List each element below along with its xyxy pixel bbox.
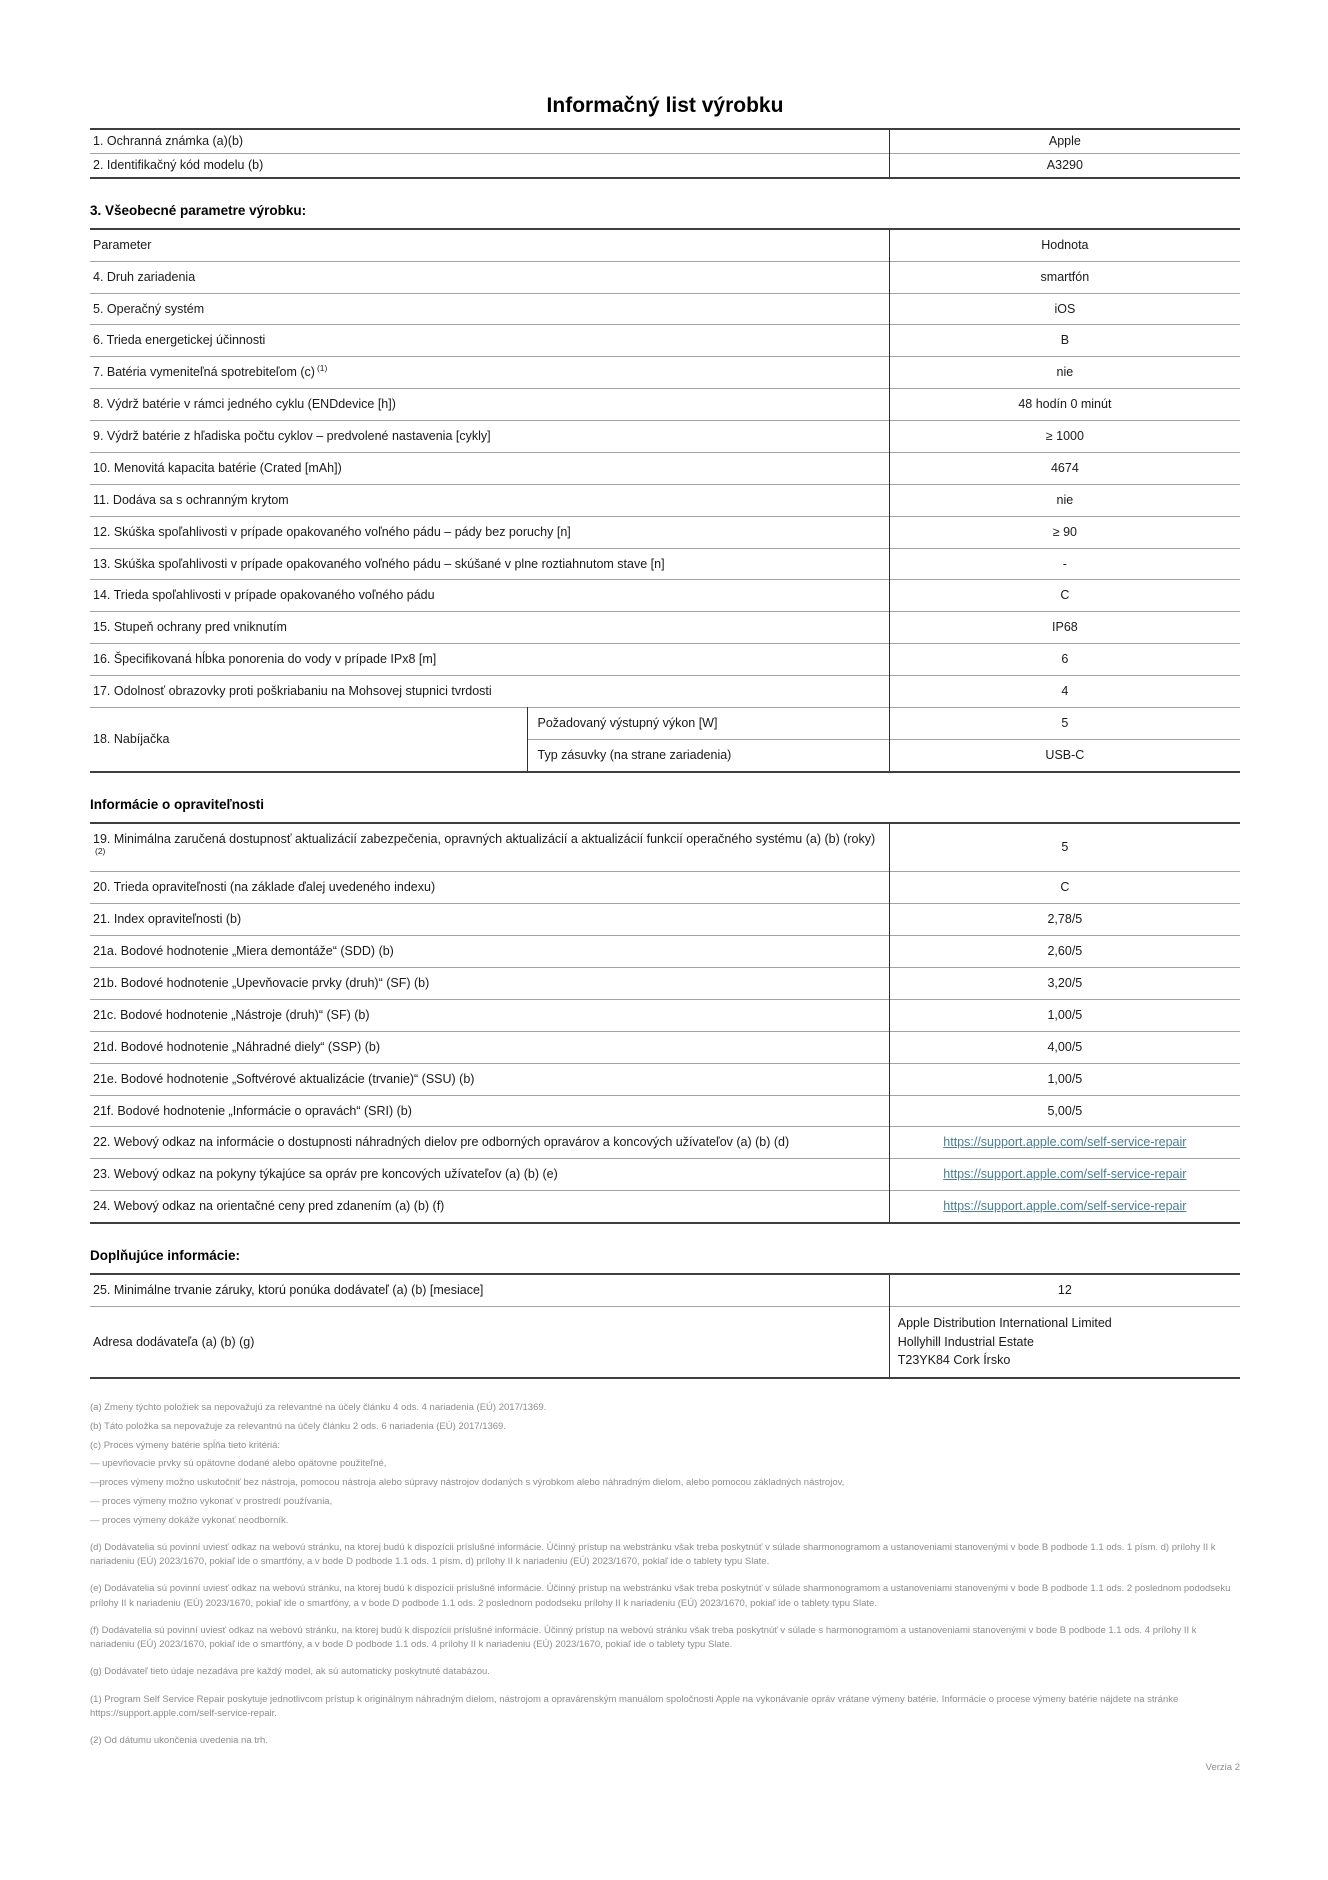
- row-label: 21b. Bodové hodnotenie „Upevňovacie prvky (druh)“ (SF) (b): [93, 976, 430, 990]
- row-label-cell: [90, 357, 889, 389]
- row-label-cell: [90, 1191, 889, 1223]
- section-heading-repairability: Informácie o opraviteľnosti: [90, 796, 264, 812]
- table-row: [90, 644, 1240, 676]
- row-label: 16. Špecifikovaná hĺbka ponorenia do vody v prípade IPx8 [m]: [93, 652, 437, 667]
- row-label-cell: [90, 644, 889, 676]
- row-value-cell: 4674: [889, 452, 1240, 484]
- row-label-cell: [90, 548, 889, 580]
- row-value-cell: 3,20/5: [889, 968, 1240, 1000]
- page-title: Informačný list výrobku: [546, 94, 784, 117]
- row-label-cell: [90, 936, 889, 968]
- table-row: [90, 676, 1240, 708]
- row-label: 13. Skúška spoľahlivosti v prípade opakovaného voľného pádu – skúšané v plne roztiahnutom stave [n]: [93, 556, 665, 571]
- general-parameters-table: [90, 228, 1240, 773]
- table-row: [90, 325, 1240, 357]
- row-value-cell: 4: [889, 676, 1240, 708]
- row-label: 23. Webový odkaz na pokyny týkajúce sa opráv pre koncových užívateľov (a) (b) (e): [93, 1167, 558, 1182]
- row-label: 6. Trieda energetickej účinnosti: [93, 333, 266, 348]
- row-label-cell: [90, 823, 889, 872]
- row-value-cell: Apple: [889, 129, 1240, 153]
- table-row: [90, 872, 1240, 904]
- table-row: [90, 129, 1240, 153]
- row-label: 1. Ochranná známka (a)(b): [93, 134, 244, 148]
- row-label-cell: [90, 516, 889, 548]
- row-label-cell: [90, 261, 889, 293]
- row-value-cell: 5: [889, 823, 1240, 872]
- table-row: [90, 1095, 1240, 1127]
- row-label-cell: [90, 872, 889, 904]
- address-line: Hollyhill Industrial Estate: [897, 1334, 1034, 1349]
- row-label-cell: [90, 293, 889, 325]
- row-label: 7. Batéria vymeniteľná spotrebiteľom (c): [93, 365, 315, 380]
- row-label-cell: [90, 452, 889, 484]
- table-row: [90, 421, 1240, 453]
- row-label-cell: [90, 153, 889, 177]
- section-heading-additional-info: Doplňujúce informácie:: [90, 1248, 241, 1263]
- footnote: (a) Zmeny týchto položiek sa nepovažujú za relevantné na účely článku 4 ods. 4 nariadenia (EÚ) 2017/1369.: [90, 1402, 547, 1414]
- table-row: [90, 1031, 1240, 1063]
- row-value-cell: 12: [889, 1274, 1240, 1306]
- row-label: 20. Trieda opraviteľnosti (na základe ďalej uvedeného indexu): [93, 880, 436, 895]
- table-row: [90, 612, 1240, 644]
- row-value-cell: 6: [889, 644, 1240, 676]
- row-value-cell: 5,00/5: [889, 1095, 1240, 1127]
- row-label: 5. Operačný systém: [93, 301, 205, 316]
- row-label: 21d. Bodové hodnotenie „Náhradné diely“ (SSP) (b): [93, 1039, 380, 1054]
- row-label-cell: [90, 1306, 889, 1378]
- table-row: [90, 1306, 1240, 1378]
- row-label-cell: [90, 968, 889, 1000]
- row-label: 21c. Bodové hodnotenie „Nástroje (druh)“ (SF) (b): [93, 1007, 370, 1022]
- row-label: 24. Webový odkaz na orientačné ceny pred zdanením (a) (b) (f): [93, 1199, 445, 1214]
- table-header-row: [90, 229, 1240, 261]
- row-label: 14. Trieda spoľahlivosti v prípade opakovaného voľného pádu: [93, 588, 435, 603]
- repairability-table: [90, 822, 1240, 1224]
- row-label: 4. Druh zariadenia: [93, 269, 196, 284]
- row-label: 2. Identifikačný kód modelu (b): [93, 157, 264, 172]
- row-value-cell: USB-C: [889, 739, 1240, 771]
- version-label: Verzia 2: [1205, 1762, 1240, 1774]
- row-value-cell: iOS: [889, 293, 1240, 325]
- table-row: [90, 357, 1240, 389]
- row-value-cell: -: [889, 548, 1240, 580]
- section-heading-general-parameters: 3. Všeobecné parametre výrobku:: [90, 202, 307, 218]
- footnote: (c) Proces výmeny batérie spĺňa tieto kritériá:: [90, 1439, 281, 1451]
- row-label-cell: [90, 1063, 889, 1095]
- footnote: (f) Dodávatelia sú povinní uviesť odkaz na webovú stránku, na ktorej budú k dispozícii príslušné informácie. Účinný prístup na webovú stránku však treba poskytnúť v súlade s harmonogramom a ustanoveniami stanovenými v bode B podbode 1.1 ods. 4 prílohy II k nariadeniu (EÚ) 2023/1670, pokiaľ ide o smartfóny, a v bode D podbode 1.1 ods. 4 prílohy II k nariadeniu (EÚ) 2023/1670, pokiaľ ide o tablety typu Slate.: [90, 1624, 1197, 1651]
- row-value-cell: 1,00/5: [889, 999, 1240, 1031]
- charger-sublabel-cell: Požadovaný výstupný výkon [W]: [527, 707, 889, 739]
- row-label: 19. Minimálna zaručená dostupnosť aktualizácií zabezpečenia, opravných aktualizácií a aktualizácií funkcií operačného systému (a) (b) (roky): [93, 831, 876, 846]
- table-row: [90, 968, 1240, 1000]
- footnote: (g) Dodávateľ tieto údaje nezadáva pre každý model, ak sú automaticky poskytnuté databázou.: [90, 1666, 490, 1678]
- row-value-cell: A3290: [889, 153, 1240, 177]
- row-value-cell: ≥ 90: [889, 516, 1240, 548]
- table-row: [90, 580, 1240, 612]
- row-value-cell: smartfón: [889, 261, 1240, 293]
- row-label-cell: [90, 1274, 889, 1306]
- table-row: [90, 261, 1240, 293]
- row-label-cell: [90, 484, 889, 516]
- footnote-ref: (2): [95, 846, 106, 857]
- row-value-cell: ≥ 1000: [889, 421, 1240, 453]
- row-label: 12. Skúška spoľahlivosti v prípade opakovaného voľného pádu – pády bez poruchy [n]: [93, 524, 571, 539]
- address-line: Apple Distribution International Limited: [897, 1315, 1112, 1330]
- row-value-cell: B: [889, 325, 1240, 357]
- row-label: 21a. Bodové hodnotenie „Miera demontáže“ (SDD) (b): [93, 944, 394, 959]
- row-value-cell: 4,00/5: [889, 1031, 1240, 1063]
- row-label: 8. Výdrž batérie v rámci jedného cyklu (ENDdevice [h]): [93, 397, 396, 412]
- row-label: 21. Index opraviteľnosti (b): [93, 912, 242, 927]
- value-header-cell: Hodnota: [889, 229, 1240, 261]
- table-row: [90, 1063, 1240, 1095]
- table-row: [90, 707, 1240, 739]
- table-row: [90, 389, 1240, 421]
- table-row: [90, 153, 1240, 177]
- charger-label-cell: 18. Nabíjačka: [93, 731, 170, 746]
- value-link[interactable]: https://support.apple.com/self-service-repair: [943, 1135, 1187, 1150]
- table-row: [90, 1127, 1240, 1159]
- footnote: —proces výmeny možno uskutočniť bez nástroja, pomocou nástroja alebo súpravy nástrojov dodaných s výrobkom alebo náhradným dielom, alebo pomocou základných nástrojov,: [90, 1477, 845, 1489]
- table-row: [90, 548, 1240, 580]
- table-row: [90, 999, 1240, 1031]
- address-line: T23YK84 Cork Írsko: [897, 1353, 1011, 1368]
- footnote: (1) Program Self Service Repair poskytuje jednotlivcom prístup k originálnym náhradným dielom, nástrojom a opravárenským manuálom spoločnosti Apple na vykonávanie opráv vrátane výmeny batérie. Informácie o procese výmeny batérie nájdete na stránke https://support.apple.com/self-service-repair.: [90, 1693, 1179, 1719]
- row-label-cell: [90, 580, 889, 612]
- param-header-cell: Parameter: [93, 237, 152, 252]
- footnote: — upevňovacie prvky sú opätovne dodané alebo opätovne použiteľné,: [90, 1458, 387, 1470]
- table-row: [90, 484, 1240, 516]
- row-label-cell: [90, 1127, 889, 1159]
- row-value-cell: [889, 1127, 1240, 1159]
- row-value-cell: [889, 1191, 1240, 1223]
- row-value-cell: [889, 1159, 1240, 1191]
- row-label: 22. Webový odkaz na informácie o dostupnosti náhradných dielov pre odborných opravárov a koncových užívateľov (a) (b) (d): [93, 1135, 790, 1150]
- row-label: 21f. Bodové hodnotenie „Informácie o opravách“ (SRI) (b): [93, 1103, 412, 1118]
- charger-sublabel-cell: Typ zásuvky (na strane zariadenia): [527, 739, 889, 771]
- row-value-cell: 5: [889, 707, 1240, 739]
- table-row: [90, 1274, 1240, 1306]
- row-value-cell: C: [889, 872, 1240, 904]
- table-row: [90, 1191, 1240, 1223]
- row-label-cell: [90, 389, 889, 421]
- row-value-cell: 48 hodín 0 minút: [889, 389, 1240, 421]
- row-label: 11. Dodáva sa s ochranným krytom: [93, 492, 289, 507]
- row-label-cell: [90, 904, 889, 936]
- table-row: [90, 1159, 1240, 1191]
- row-label: 9. Výdrž batérie z hľadiska počtu cyklov – predvolené nastavenia [cykly]: [93, 429, 491, 443]
- footnote-ref: (1): [316, 363, 328, 374]
- row-label: 21e. Bodové hodnotenie „Softvérové aktualizácie (trvanie)“ (SSU) (b): [93, 1071, 475, 1086]
- footnote: (d) Dodávatelia sú povinní uviesť odkaz na webovú stránku, na ktorej budú k dispozícii príslušné informácie. Účinný prístup na webstránku však treba poskytnúť v súlade sharmonogramom a ustanoveniami stanovenými v bode B podbode 1.1 ods. 1 písm. d) prílohy II k nariadeniu (EÚ) 2023/1670, pokiaľ ide o smartfóny, a v bode D podbode 1.1 ods. 1 písm. d) prílohy II k nariadeniu (EÚ) 2023/1670, pokiaľ ide o tablety typu Slate.: [90, 1541, 1216, 1568]
- row-value-cell: nie: [889, 484, 1240, 516]
- row-label-cell: [90, 676, 889, 708]
- row-value-cell: 2,78/5: [889, 904, 1240, 936]
- additional-info-table: [90, 1273, 1240, 1379]
- table-row: [90, 516, 1240, 548]
- row-label-cell: [90, 421, 889, 453]
- row-value-cell: IP68: [889, 612, 1240, 644]
- row-label-cell: [90, 129, 889, 153]
- table-row: [90, 823, 1240, 872]
- row-value-cell: nie: [889, 357, 1240, 389]
- row-label-cell: [90, 999, 889, 1031]
- identification-table: [90, 128, 1240, 179]
- table-row: [90, 936, 1240, 968]
- table-row: [90, 293, 1240, 325]
- footnote: — proces výmeny možno vykonať v prostredí používania,: [90, 1495, 333, 1507]
- footnotes: [90, 1401, 1240, 1748]
- row-label: 10. Menovitá kapacita batérie (Crated [mAh]): [93, 460, 342, 475]
- row-label-cell: [90, 1159, 889, 1191]
- row-label: 15. Stupeň ochrany pred vniknutím: [93, 620, 287, 635]
- row-label-cell: [90, 325, 889, 357]
- footnote: (b) Táto položka sa nepovažuje za relevantnú na účely článku 2 ods. 6 nariadenia (EÚ) 2017/1369.: [90, 1420, 506, 1432]
- row-value-cell: [889, 1306, 1240, 1378]
- row-value-cell: C: [889, 580, 1240, 612]
- row-label-cell: [90, 612, 889, 644]
- row-value-cell: 2,60/5: [889, 936, 1240, 968]
- row-label-cell: [90, 1095, 889, 1127]
- table-row: [90, 904, 1240, 936]
- row-label: 17. Odolnosť obrazovky proti poškriabaniu na Mohsovej stupnici tvrdosti: [93, 684, 492, 698]
- footnote: — proces výmeny dokáže vykonať neodborník.: [90, 1514, 289, 1526]
- row-value-cell: 1,00/5: [889, 1063, 1240, 1095]
- row-label: 25. Minimálne trvanie záruky, ktorú ponúka dodávateľ (a) (b) [mesiace]: [93, 1283, 484, 1297]
- footnote: (e) Dodávatelia sú povinní uviesť odkaz na webovú stránku, na ktorej budú k dispozícii príslušné informácie. Účinný prístup na webstránku však treba poskytnúť v súlade sharmonogramom a ustanoveniami stanovenými v bode B podbode 1.1 ods. 2 poslednom pododseku prílohy II k nariadeniu (EÚ) 2023/1670, pokiaľ ide o smartfóny, a v bode D podbode 1.1 ods. 2 poslednom pododseku prílohy II k nariadeniu (EÚ) 2023/1670, pokiaľ ide o tablety typu Slate.: [90, 1583, 1231, 1609]
- footnote: (2) Od dátumu ukončenia uvedenia na trh.: [90, 1735, 268, 1747]
- table-row: [90, 452, 1240, 484]
- row-label-cell: [90, 1031, 889, 1063]
- value-link[interactable]: https://support.apple.com/self-service-repair: [943, 1167, 1187, 1182]
- row-label: Adresa dodávateľa (a) (b) (g): [93, 1334, 255, 1349]
- value-link[interactable]: https://support.apple.com/self-service-repair: [943, 1199, 1187, 1214]
